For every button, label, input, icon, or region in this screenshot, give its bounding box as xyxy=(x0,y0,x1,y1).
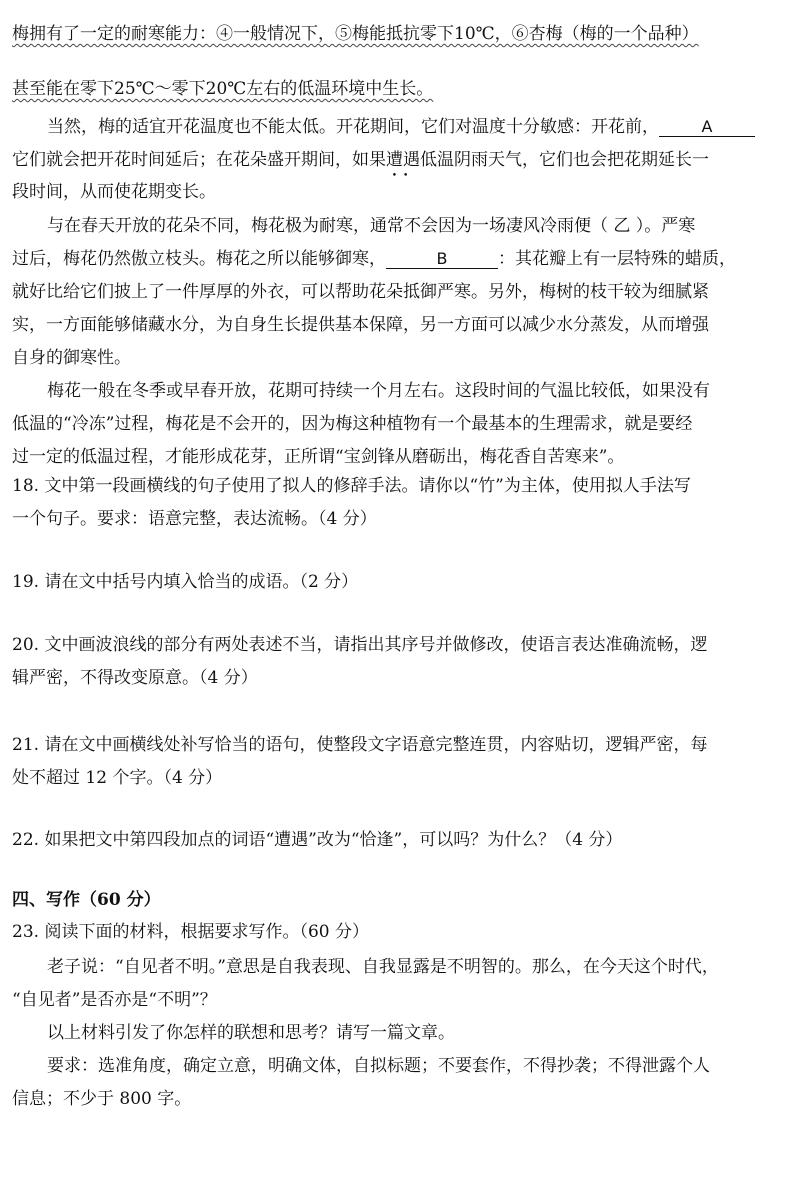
material-line2: “自见者”是否亦是“不明”？ xyxy=(12,990,217,1010)
requirements-line2: 信息；不少于 800 字。 xyxy=(12,1089,192,1109)
passage-p3-line4: 实，一方面能够储藏水分，为自身生长提供基本保障，另一方面可以减少水分蒸发，从而增强 xyxy=(12,315,709,335)
text-run: 它们就会把开花时间延后；在花朵盛开期间，如果 xyxy=(12,150,386,170)
passage-p1-line2 xyxy=(12,78,788,100)
wavy-underlined-text: 甚至能在零下25℃～零下20℃左右的低温环境中生长。 xyxy=(12,79,434,99)
question-23: 23. 阅读下面的材料，根据要求写作。（60 分） xyxy=(12,922,369,942)
passage-p1-line1 xyxy=(12,23,788,45)
passage-p2-line2 xyxy=(12,149,788,171)
requirements-line1: 要求：选准角度，确定立意，明确文体，自拟标题；不要套作，不得抄袭；不得泄露个人 xyxy=(47,1056,710,1076)
text-run: 当然，梅的适宜开花温度也不能太低。开花期间，它们对温度十分敏感：开花前， xyxy=(47,117,659,137)
text-run: 低温阴雨天气，它们也会把花期延长一 xyxy=(420,150,709,170)
question-21-line2: 处不超过 12 个字。（4 分） xyxy=(12,768,223,788)
passage-p2-line3: 段时间，从而使花期变长。 xyxy=(12,182,216,202)
passage-p4-line3: 过一定的低温过程，才能形成花芽，正所谓“宝剑锋从磨砺出，梅花香自苦寒来”。 xyxy=(12,447,625,467)
text-run: 过后，梅花仍然傲立枝头。梅花之所以能够御寒， xyxy=(12,249,386,269)
question-18-line1: 18. 文中第一段画横线的句子使用了拟人的修辞手法。请你以“竹”为主体，使用拟人手法写 xyxy=(12,476,691,496)
passage-p3-line1: 与在春天开放的花朵不同，梅花极为耐寒，通常不会因为一场凄风冷雨便（ 乙 ）。严寒 xyxy=(47,216,696,236)
question-18-line2: 一个句子。要求：语意完整，表达流畅。（4 分） xyxy=(12,509,377,529)
blank-b: B xyxy=(386,250,498,269)
question-22: 22. 如果把文中第四段加点的词语“遭遇”改为“恰逢”，可以吗？为什么？（4 分） xyxy=(12,830,623,850)
passage-p2-line1 xyxy=(47,116,788,138)
question-21-line1: 21. 请在文中画横线处补写恰当的语句，使整段文字语意完整连贯，内容贴切，逻辑严密，每 xyxy=(12,735,708,755)
question-20-line2: 辑严密，不得改变原意。（4 分） xyxy=(12,668,258,688)
section-heading-writing: 四、写作（60 分） xyxy=(12,890,161,910)
blank-a: A xyxy=(659,118,755,137)
dotted-word: 遭遇 •• xyxy=(386,149,420,171)
question-19: 19. 请在文中括号内填入恰当的成语。（2 分） xyxy=(12,572,359,592)
writing-prompt: 以上材料引发了你怎样的联想和思考？请写一篇文章。 xyxy=(47,1023,455,1043)
passage-p4-line2: 低温的“冷冻”过程，梅花是不会开的，因为梅这种植物有一个最基本的生理需求，就是要经 xyxy=(12,414,693,434)
text-run: ：其花瓣上有一层特殊的蜡质， xyxy=(498,249,736,269)
material-line1: 老子说：“自见者不明。”意思是自我表现、自我显露是不明智的。那么，在今天这个时代， xyxy=(47,957,719,977)
question-20-line1: 20. 文中画波浪线的部分有两处表述不当，请指出其序号并做修改，使语言表达准确流畅，逻 xyxy=(12,635,708,655)
passage-p3-line5: 自身的御寒性。 xyxy=(12,348,131,368)
wavy-underlined-text: 梅拥有了一定的耐寒能力：④一般情况下，⑤梅能抵抗零下10℃，⑥杏梅（梅的一个品种） xyxy=(12,24,699,44)
passage-p3-line3: 就好比给它们披上了一件厚厚的外衣，可以帮助花朵抵御严寒。另外，梅树的枝干较为细腻紧 xyxy=(12,282,709,302)
passage-p3-line2 xyxy=(12,248,788,270)
passage-p4-line1: 梅花一般在冬季或早春开放，花期可持续一个月左右。这段时间的气温比较低，如果没有 xyxy=(47,381,710,401)
